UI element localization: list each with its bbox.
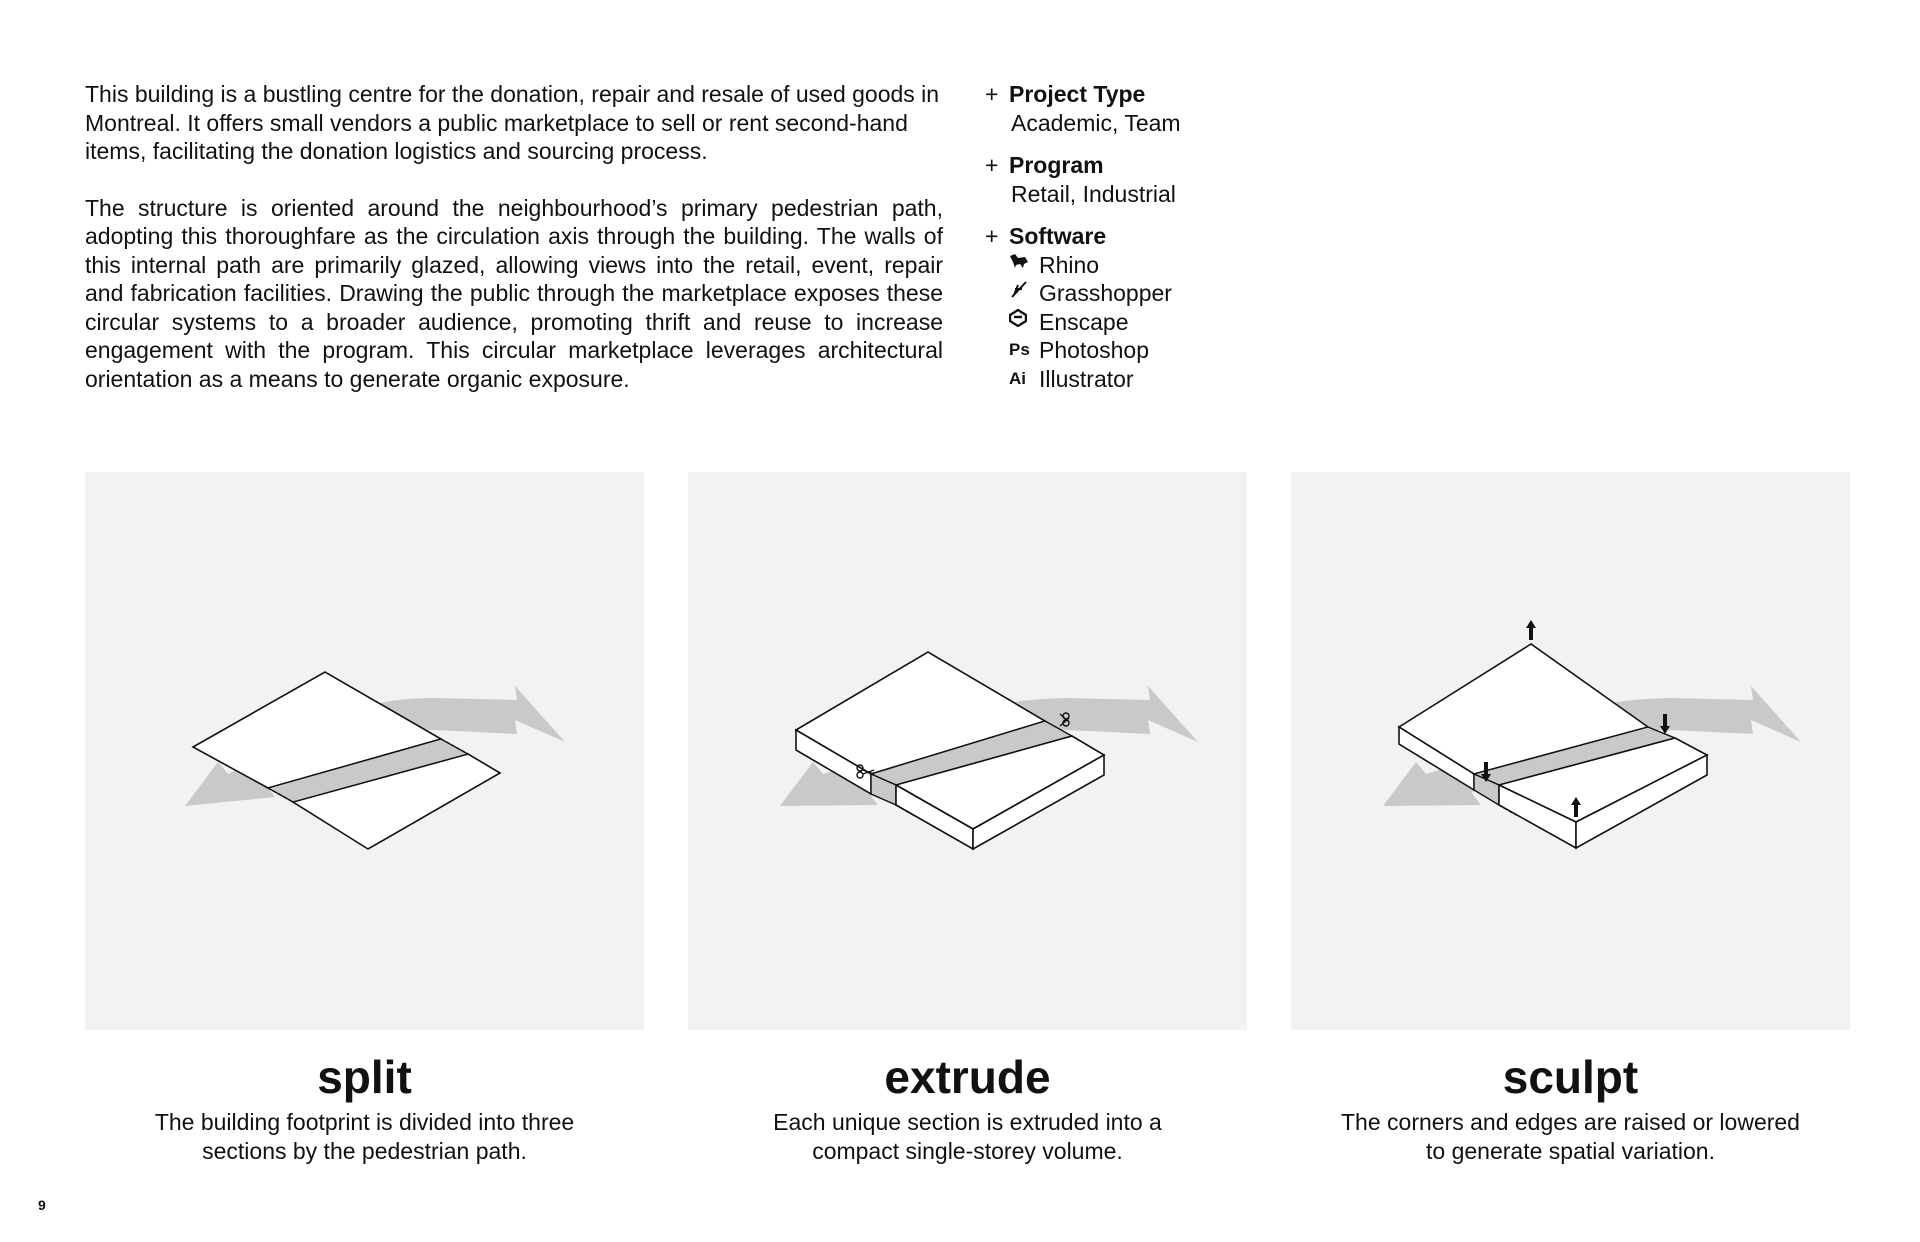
software-name: Illustrator: [1039, 365, 1134, 392]
project-type-group: [985, 80, 1305, 137]
enscape-icon: [1009, 308, 1039, 337]
extrude-caption: [688, 1048, 1247, 1165]
software-item-rhino: [1009, 251, 1305, 280]
sculpt-caption: [1291, 1048, 1850, 1165]
program-label: Program: [1009, 152, 1104, 178]
photoshop-icon: Ps: [1009, 340, 1030, 359]
sculpt-title: sculpt: [1502, 1051, 1639, 1103]
split-description-line-2: sections by the pedestrian path.: [202, 1137, 527, 1164]
software-name: Enscape: [1039, 308, 1129, 335]
software-name: Rhino: [1039, 251, 1100, 278]
software-group: [985, 222, 1305, 393]
bullet-plus: +: [985, 81, 999, 107]
extrude-title: extrude: [884, 1051, 1051, 1103]
split-caption: [85, 1048, 644, 1165]
program-value: Retail, Industrial: [1011, 180, 1176, 207]
intro-paragraph-2: The structure is oriented around the neighbourhood’s primary pedestrian path, adopting this thoroughfare as the circulation axis through the building. The walls of this internal path are primarily glazed, allowing views into the retail, event, repair and fabrication facilities. Drawing the public through the marketplace exposes these circular systems to a broader audience, promoting thrift and reuse to increase engagement with the program. This circular marketplace leverages architectural orientation as a means to generate organic exposure.: [85, 194, 943, 392]
software-name: Photoshop: [1039, 337, 1149, 363]
rhino-icon: [1009, 251, 1039, 280]
intro-paragraph-1: This building is a bustling centre for the donation, repair and resale of used goods in Montreal. It offers small vendors a public marketplace to sell or rent second-hand items, facilitating the donation logistics and sourcing process.: [85, 81, 940, 164]
split-diagram-panel: [85, 472, 644, 1030]
extrude-description-line-1: Each unique section is extruded into a: [773, 1109, 1162, 1135]
extrude-description-line-2: compact single-storey volume.: [812, 1137, 1123, 1164]
sculpt-diagram-panel: [1291, 472, 1850, 1030]
extrude-diagram: [688, 472, 1247, 1030]
illustrator-icon: Ai: [1009, 368, 1026, 388]
project-type-label: Project Type: [1009, 81, 1146, 107]
split-diagram: [85, 472, 644, 1030]
bullet-plus: +: [985, 152, 999, 178]
sculpt-diagram: [1291, 472, 1850, 1030]
page-number: 9: [38, 1197, 46, 1213]
project-type-value: Academic, Team: [1011, 109, 1181, 136]
split-description-line-1: The building footprint is divided into three: [154, 1109, 575, 1135]
software-item-illustrator: [1009, 365, 1305, 394]
software-name: Grasshopper: [1039, 280, 1172, 306]
software-item-photoshop: [1009, 336, 1305, 365]
program-group: [985, 151, 1305, 208]
sculpt-description-line-1: The corners and edges are raised or lowered: [1341, 1109, 1800, 1135]
software-label: Software: [1009, 223, 1107, 249]
project-meta: [985, 80, 1305, 407]
bullet-plus: +: [985, 223, 999, 249]
software-item-enscape: [1009, 308, 1305, 337]
intro-text: [85, 80, 943, 421]
sculpt-description-line-2: to generate spatial variation.: [1426, 1137, 1715, 1164]
split-title: split: [317, 1051, 412, 1103]
grasshopper-icon: [1009, 279, 1039, 309]
extrude-diagram-panel: [688, 472, 1247, 1030]
software-item-grasshopper: [1009, 279, 1305, 308]
